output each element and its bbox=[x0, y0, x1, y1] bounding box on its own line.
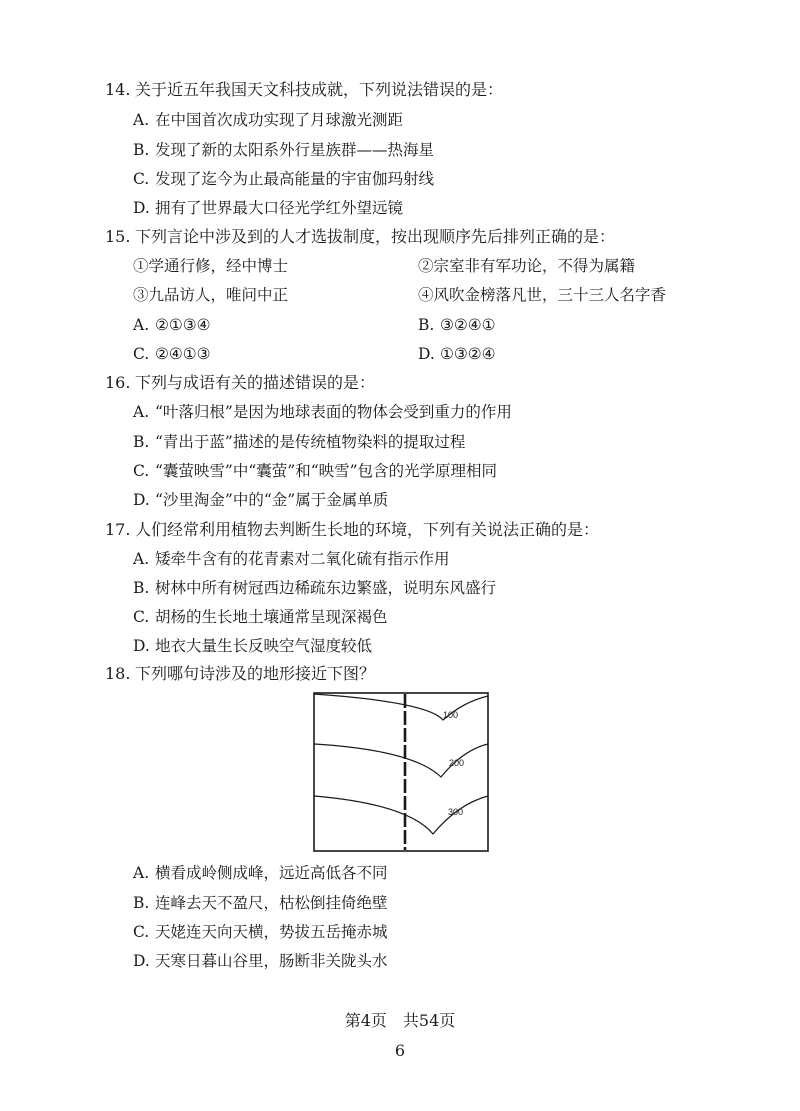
question-text: 下列言论中涉及到的人才选拔制度，按出现顺序先后排列正确的是： bbox=[135, 227, 616, 246]
option-d: D. ①③②④ bbox=[418, 345, 496, 363]
page-number: 6 bbox=[394, 1041, 406, 1060]
question-number: 17. bbox=[105, 520, 131, 539]
contour-label-300: 300 bbox=[448, 807, 464, 817]
statement-1: ①学通行修，经中博士 bbox=[133, 257, 289, 275]
question-text: 人们经常利用植物去判断生长地的环境，下列有关说法正确的是： bbox=[135, 520, 600, 539]
option-c: C. 胡杨的生长地土壤通常呈现深褐色 bbox=[133, 608, 388, 626]
option-a: A. 在中国首次成功实现了月球激光测距 bbox=[133, 111, 404, 129]
question-16-stem bbox=[105, 373, 375, 393]
option-d: D. 天寒日暮山谷里，肠断非关陇头水 bbox=[133, 952, 388, 970]
question-number: 14. bbox=[105, 80, 131, 99]
option-c: C. “囊萤映雪”中“囊萤”和“映雪”包含的光学原理相同 bbox=[133, 462, 498, 480]
option-b: B. 连峰去天不盈尺，枯松倒挂倚绝壁 bbox=[133, 894, 388, 912]
option-c: C. ②④①③ bbox=[133, 345, 211, 363]
question-15-stem bbox=[105, 227, 615, 247]
question-14-stem bbox=[105, 80, 503, 100]
option-d: D. “沙里淘金”中的“金”属于金属单质 bbox=[133, 491, 389, 509]
question-text: 关于近五年我国天文科技成就，下列说法错误的是： bbox=[135, 80, 504, 99]
contour-label-100: 100 bbox=[443, 710, 459, 720]
question-text: 下列与成语有关的描述错误的是： bbox=[135, 373, 376, 392]
page-info-footer: 第4页 共54页 bbox=[344, 1011, 456, 1030]
option-b: B. ③②④① bbox=[418, 316, 496, 334]
question-number: 18. bbox=[105, 664, 131, 683]
statement-3: ③九品访人，唯问中正 bbox=[133, 286, 289, 304]
option-a: A. 矮牵牛含有的花青素对二氧化硫有指示作用 bbox=[133, 550, 450, 568]
statement-4: ④风吹金榜落凡世，三十三人名字香 bbox=[418, 286, 667, 304]
option-a: A. “叶落归根”是因为地球表面的物体会受到重力的作用 bbox=[133, 403, 512, 421]
question-number: 15. bbox=[105, 227, 131, 246]
option-b: B. 发现了新的太阳系外行星族群——热海星 bbox=[133, 141, 435, 159]
contour-line-100 bbox=[314, 694, 488, 720]
option-a: A. 横看成岭侧成峰，远近高低各不同 bbox=[133, 864, 388, 882]
option-d: D. 地衣大量生长反映空气湿度较低 bbox=[133, 637, 373, 655]
option-b: B. 树林中所有树冠西边稀疏东边繁盛，说明东风盛行 bbox=[133, 579, 497, 597]
question-17-stem bbox=[105, 520, 599, 540]
contour-map-figure bbox=[313, 692, 489, 852]
statement-2: ②宗室非有军功论，不得为属籍 bbox=[418, 257, 636, 275]
question-number: 16. bbox=[105, 373, 131, 392]
figure-frame bbox=[314, 693, 488, 851]
option-c: C. 发现了迄今为止最高能量的宇宙伽玛射线 bbox=[133, 170, 435, 188]
question-18-stem bbox=[105, 664, 375, 684]
contour-label-200: 200 bbox=[449, 758, 465, 768]
option-c: C. 天姥连天向天横，势拔五岳掩赤城 bbox=[133, 923, 388, 941]
option-a: A. ②①③④ bbox=[133, 316, 211, 334]
option-b: B. “青出于蓝”描述的是传统植物染料的提取过程 bbox=[133, 433, 466, 451]
option-d: D. 拥有了世界最大口径光学红外望远镜 bbox=[133, 199, 404, 217]
question-text: 下列哪句诗涉及的地形接近下图？ bbox=[135, 664, 376, 683]
